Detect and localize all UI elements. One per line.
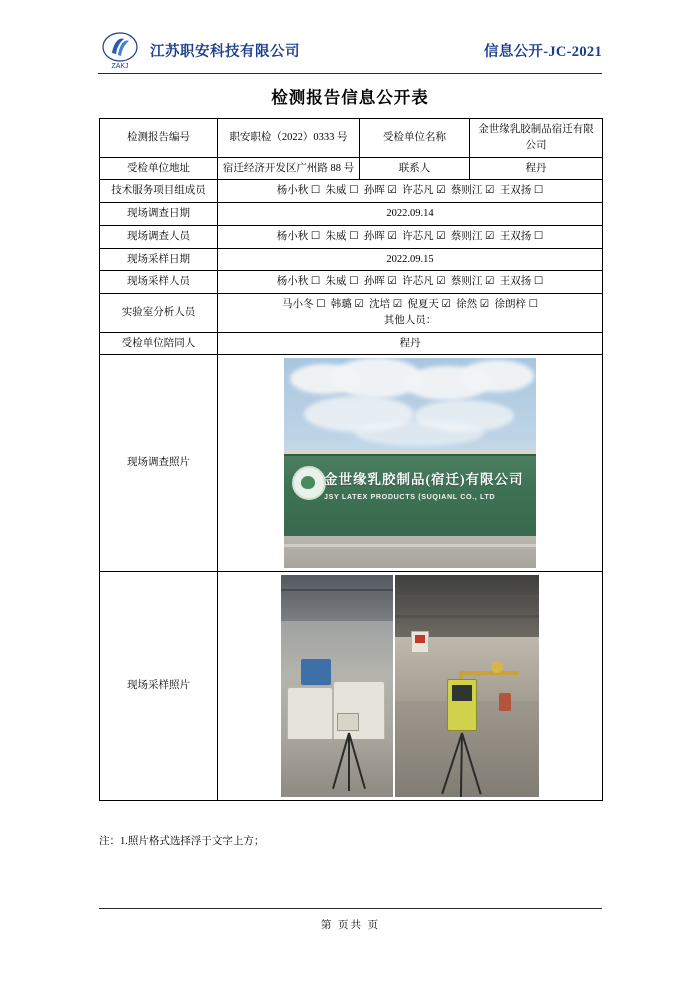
company-name: 江苏职安科技有限公司 xyxy=(150,44,300,60)
sampling-photo-label: 现场采样照片 xyxy=(100,572,218,801)
table-row xyxy=(100,332,603,355)
table-row xyxy=(100,294,603,333)
checkbox-item[interactable]: 王双扬 ☐ xyxy=(499,276,544,288)
client-addr-label: 受检单位地址 xyxy=(100,157,218,180)
checkbox-item[interactable]: 朱威 ☐ xyxy=(325,276,364,288)
checkbox-item[interactable]: 倪夏天 ☑ xyxy=(407,299,457,310)
sampling-staff-cell xyxy=(218,271,603,294)
survey-staff-label: 现场调查人员 xyxy=(100,225,218,248)
table-row xyxy=(100,119,603,158)
svg-text:ZAKJ: ZAKJ xyxy=(111,62,129,70)
wall-text-english: JSY LATEX PRODUCTS (SUQIANL CO., LTD xyxy=(324,492,496,502)
survey-date-value: 2022.09.14 xyxy=(218,203,603,226)
sampling-photo-images xyxy=(281,575,539,797)
checkbox-item[interactable]: 徐朗梓 ☐ xyxy=(494,299,539,310)
checkbox-item[interactable]: 韩璐 ☑ xyxy=(330,299,370,310)
checkbox-group-survey-staff[interactable] xyxy=(277,231,544,242)
checkbox-item[interactable]: 孙晖 ☑ xyxy=(363,230,403,242)
lab-other-label: 其他人员： xyxy=(383,314,437,326)
escort-value: 程丹 xyxy=(218,332,603,355)
checkbox-item[interactable]: 沈培 ☑ xyxy=(369,299,408,310)
checkbox-item[interactable]: 许芯凡 ☑ xyxy=(402,230,451,242)
footnote: 注：1.照片格式选择浮于文字上方； xyxy=(99,836,265,847)
report-no-value: 职安职检（2022）0333 号 xyxy=(218,119,360,158)
client-name-value: 金世缘乳胶制品宿迁有限公司 xyxy=(470,119,603,158)
checkbox-item[interactable]: 蔡则江 ☑ xyxy=(450,276,500,288)
checkbox-item[interactable]: 蔡则江 ☑ xyxy=(450,185,500,197)
sampling-photo-left xyxy=(281,575,393,797)
checkbox-item[interactable]: 许芯凡 ☑ xyxy=(402,276,451,288)
document-code: 信息公开-JC-2021 xyxy=(484,44,602,60)
checkbox-item[interactable]: 孙晖 ☑ xyxy=(363,185,403,197)
info-table xyxy=(99,118,603,801)
table-row xyxy=(100,248,603,271)
checkbox-item[interactable]: 朱威 ☐ xyxy=(325,185,364,197)
checkbox-item[interactable]: 杨小秋 ☐ xyxy=(276,185,326,197)
page-title: 检测报告信息公开表 xyxy=(271,88,429,107)
sampling-date-value: 2022.09.15 xyxy=(218,248,603,271)
team-members-cell xyxy=(218,180,603,203)
checkbox-item[interactable]: 朱威 ☐ xyxy=(325,230,364,242)
table-row xyxy=(100,225,603,248)
checkbox-item[interactable]: 王双扬 ☐ xyxy=(499,230,544,242)
page-footer: 第 页共 页 xyxy=(99,908,602,932)
table-row xyxy=(100,355,603,572)
checkbox-item[interactable]: 马小冬 ☐ xyxy=(281,299,331,310)
sampling-date-label: 现场采样日期 xyxy=(100,248,218,271)
client-addr-value: 宿迁经济开发区广州路 88 号 xyxy=(218,157,360,180)
table-row xyxy=(100,271,603,294)
client-name-label: 受检单位名称 xyxy=(360,119,470,158)
survey-photo-cell xyxy=(218,355,603,572)
wall-text-chinese: 金世缘乳胶制品(宿迁)有限公司 xyxy=(324,472,524,488)
header-left xyxy=(98,31,300,71)
checkbox-group-team[interactable] xyxy=(277,185,544,196)
survey-photo-label: 现场调查照片 xyxy=(100,355,218,572)
contact-value: 程丹 xyxy=(470,157,603,180)
checkbox-item[interactable]: 杨小秋 ☐ xyxy=(276,230,326,242)
table-row xyxy=(100,203,603,226)
survey-date-label: 现场调查日期 xyxy=(100,203,218,226)
checkbox-item[interactable]: 徐然 ☑ xyxy=(456,299,495,310)
checkbox-item[interactable]: 蔡则江 ☑ xyxy=(450,230,500,242)
survey-photo-image xyxy=(284,358,536,568)
checkbox-item[interactable]: 孙晖 ☑ xyxy=(363,276,403,288)
sampling-photo-right xyxy=(395,575,539,797)
checkbox-item[interactable]: 许芯凡 ☑ xyxy=(402,185,451,197)
document-header xyxy=(98,28,602,74)
checkbox-item[interactable]: 王双扬 ☐ xyxy=(499,185,544,197)
table-row xyxy=(100,572,603,801)
company-logo-icon xyxy=(98,31,142,71)
lab-staff-cell xyxy=(218,294,603,333)
escort-label: 受检单位陪同人 xyxy=(100,332,218,355)
team-label: 技术服务项目组成员 xyxy=(100,180,218,203)
report-no-label: 检测报告编号 xyxy=(100,119,218,158)
sampling-staff-label: 现场采样人员 xyxy=(100,271,218,294)
table-row xyxy=(100,157,603,180)
survey-staff-cell xyxy=(218,225,603,248)
table-row xyxy=(100,180,603,203)
checkbox-group-lab-staff[interactable] xyxy=(222,297,598,313)
lab-staff-label: 实验室分析人员 xyxy=(100,294,218,333)
checkbox-item[interactable]: 杨小秋 ☐ xyxy=(276,276,326,288)
sampling-photo-cell xyxy=(218,572,603,801)
checkbox-group-sampling-staff[interactable] xyxy=(277,276,544,287)
contact-label: 联系人 xyxy=(360,157,470,180)
